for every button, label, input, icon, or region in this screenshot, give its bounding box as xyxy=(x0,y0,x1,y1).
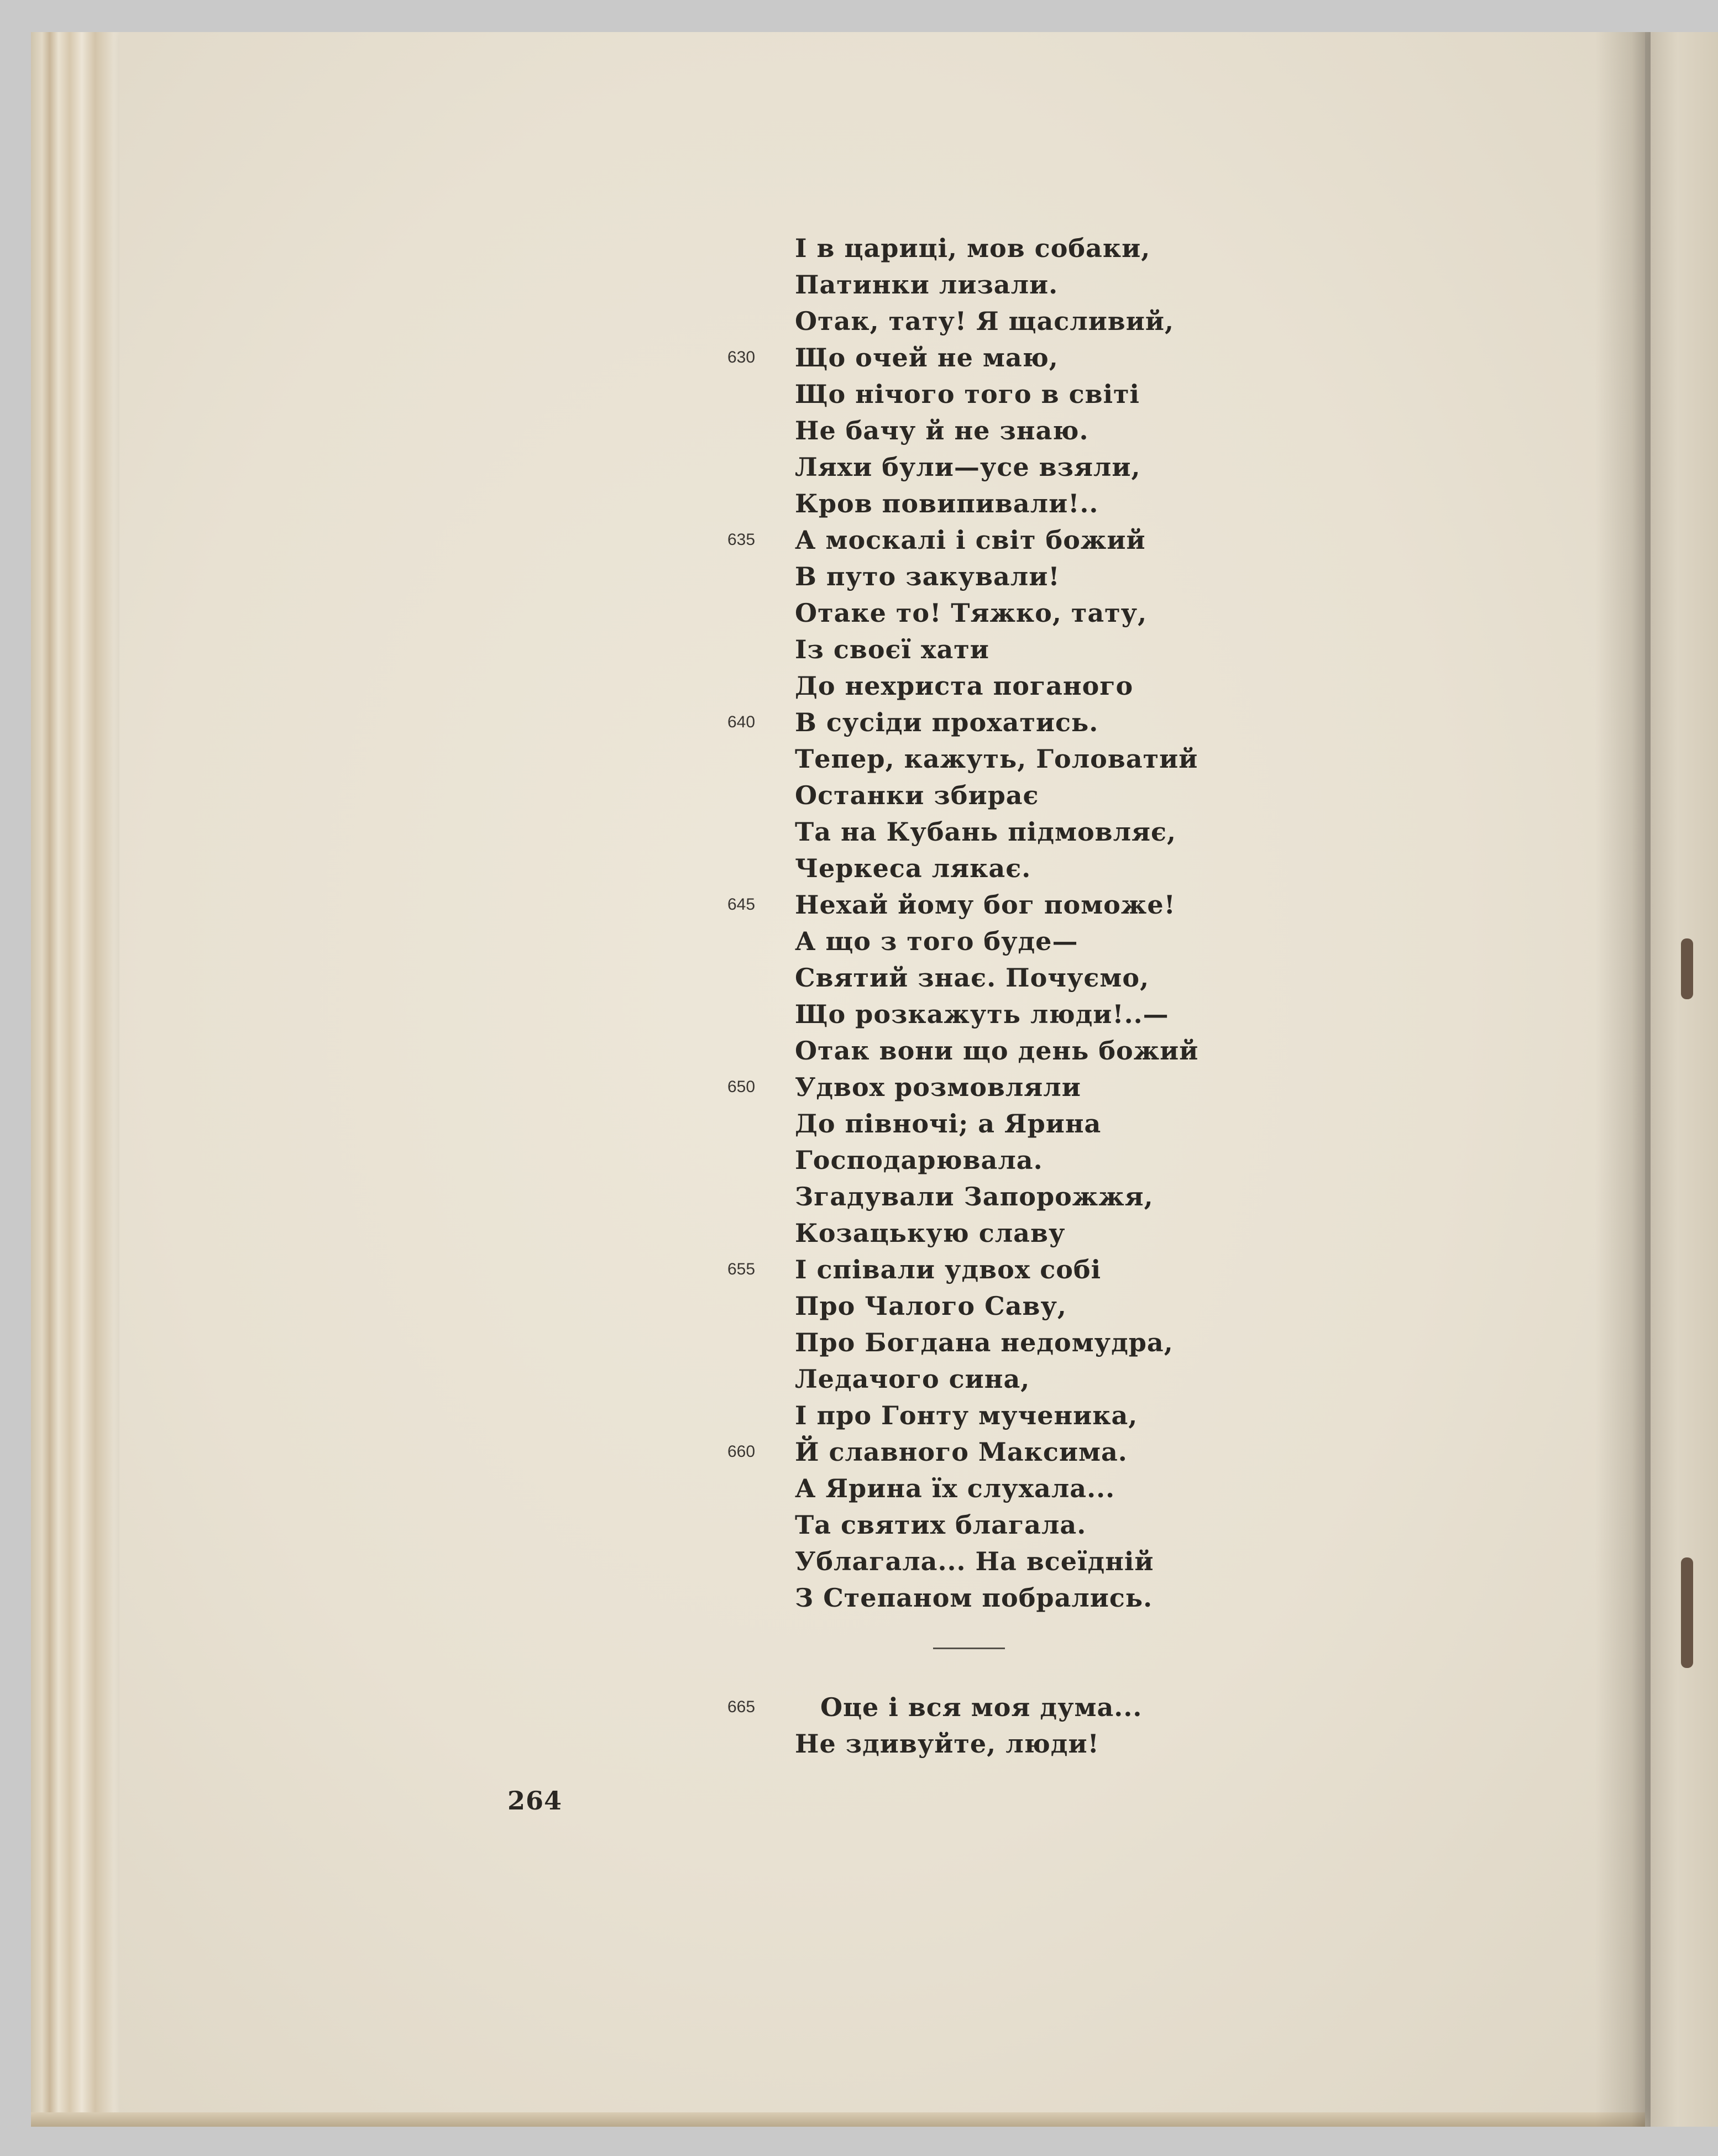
poem-line xyxy=(727,339,1215,376)
line-text: Черкеса лякає. xyxy=(795,853,1031,883)
next-page-edge xyxy=(1651,32,1718,2127)
line-number: 650 xyxy=(727,1078,756,1096)
line-text: Що розкажуть люди!..— xyxy=(795,999,1169,1029)
line-text: Оце і вся моя дума... xyxy=(820,1692,1143,1722)
poem-line xyxy=(795,741,1215,777)
page-stain xyxy=(1681,938,1693,999)
line-text: І співали удвох собі xyxy=(795,1255,1102,1284)
line-text: А москалі і світ божий xyxy=(795,525,1146,555)
poem-line xyxy=(795,376,1215,412)
poem-text xyxy=(727,230,1215,1762)
section-divider xyxy=(933,1648,1005,1649)
page-number: 264 xyxy=(507,1786,563,1816)
line-number: 645 xyxy=(727,895,756,914)
poem-line xyxy=(795,959,1215,996)
poem-line xyxy=(795,996,1215,1032)
page-edges xyxy=(31,32,125,2127)
poem-line xyxy=(727,1689,1215,1725)
poem-line xyxy=(795,230,1215,266)
line-number: 660 xyxy=(727,1442,756,1461)
poem-line xyxy=(795,1361,1215,1397)
poem-line xyxy=(795,303,1215,339)
line-text: З Степаном побрались. xyxy=(795,1583,1153,1613)
poem-line xyxy=(795,266,1215,303)
poem-line xyxy=(795,1032,1215,1069)
line-text: Із своєї хати xyxy=(795,634,989,664)
line-text: А що з того буде— xyxy=(795,926,1078,956)
line-text: Отаке то! Тяжко, тату, xyxy=(795,598,1148,628)
line-text: Про Чалого Саву, xyxy=(795,1291,1067,1321)
line-number: 635 xyxy=(727,531,756,549)
poem-line xyxy=(795,412,1215,449)
line-text: А Ярина їх слухала... xyxy=(795,1473,1115,1503)
line-text: Нехай йому бог поможе! xyxy=(795,890,1176,920)
poem-line xyxy=(795,850,1215,886)
line-text: Й славного Максима. xyxy=(795,1437,1128,1467)
line-text: Козацькую славу xyxy=(795,1218,1066,1248)
poem-line xyxy=(727,1434,1215,1470)
line-text: Святий знає. Почуємо, xyxy=(795,963,1150,993)
poem-line xyxy=(727,704,1215,741)
line-text: Та на Кубань підмовляє, xyxy=(795,817,1177,847)
stanza-gap xyxy=(795,1616,1215,1653)
poem-line xyxy=(727,1251,1215,1288)
line-text: В путо закували! xyxy=(795,562,1060,591)
line-text: Останки збирає xyxy=(795,780,1039,810)
gutter-shadow xyxy=(1595,32,1656,2127)
poem-line xyxy=(795,1142,1215,1178)
poem-line xyxy=(795,558,1215,595)
line-text: Ледачого сина, xyxy=(795,1364,1030,1394)
line-text: Про Богдана недомудра, xyxy=(795,1328,1174,1357)
poem-line xyxy=(727,1069,1215,1105)
poem-line xyxy=(795,1105,1215,1142)
line-text: Ляхи були—усе взяли, xyxy=(795,452,1141,482)
line-text: До нехриста поганого xyxy=(795,671,1134,701)
stanza-gap xyxy=(795,1653,1215,1689)
poem-line xyxy=(795,1288,1215,1324)
poem-line xyxy=(795,1215,1215,1251)
poem-line xyxy=(795,631,1215,668)
line-text: Та святих благала. xyxy=(795,1510,1087,1540)
poem-line xyxy=(795,1543,1215,1580)
line-text: В сусіди прохатись. xyxy=(795,707,1099,737)
poem-line xyxy=(795,1507,1215,1543)
line-text: Ублагала... На всеїдній xyxy=(795,1546,1154,1576)
line-text: До півночі; а Ярина xyxy=(795,1109,1102,1139)
line-text: Патинки лизали. xyxy=(795,270,1059,300)
line-text: Що нічого того в світі xyxy=(795,379,1140,409)
poem-line xyxy=(795,668,1215,704)
line-number: 655 xyxy=(727,1260,756,1278)
line-text: Отак, тату! Я щасливий, xyxy=(795,306,1175,336)
poem-line xyxy=(795,485,1215,522)
line-text: Удвох розмовляли xyxy=(795,1072,1081,1102)
line-text: Згадували Запорожжя, xyxy=(795,1182,1154,1211)
line-text: Не бачу й не знаю. xyxy=(795,416,1089,445)
page-bottom-edge xyxy=(31,2112,1645,2127)
line-text: І про Гонту мученика, xyxy=(795,1400,1138,1430)
line-number: 640 xyxy=(727,713,756,731)
line-number: 630 xyxy=(727,348,756,366)
line-text: Не здивуйте, люди! xyxy=(795,1729,1099,1759)
poem-line xyxy=(795,449,1215,485)
page-stain xyxy=(1681,1557,1693,1668)
line-text: Отак вони що день божий xyxy=(795,1036,1199,1066)
line-text: І в цариці, мов собаки, xyxy=(795,233,1151,263)
poem-line xyxy=(795,1397,1215,1434)
poem-line xyxy=(795,777,1215,814)
line-number: 665 xyxy=(727,1698,756,1716)
poem-line xyxy=(795,1580,1215,1616)
poem-line xyxy=(795,1324,1215,1361)
poem-line xyxy=(727,886,1215,923)
poem-line xyxy=(795,1725,1215,1762)
poem-line xyxy=(727,522,1215,558)
line-text: Господарювала. xyxy=(795,1145,1043,1175)
poem-line xyxy=(795,595,1215,631)
poem-line xyxy=(795,814,1215,850)
line-text: Кров повипивали!.. xyxy=(795,489,1099,518)
line-text: Тепер, кажуть, Головатий xyxy=(795,744,1198,774)
poem-line xyxy=(795,1470,1215,1507)
line-text: Що очей не маю, xyxy=(795,343,1059,373)
poem-line xyxy=(795,1178,1215,1215)
poem-line xyxy=(795,923,1215,959)
